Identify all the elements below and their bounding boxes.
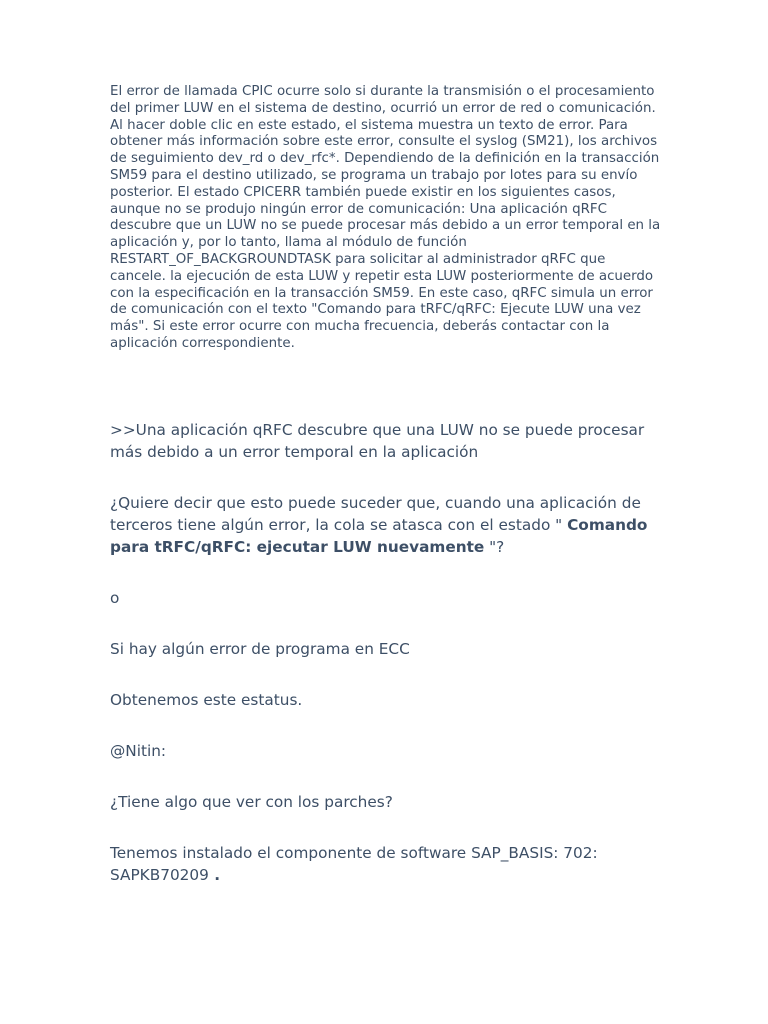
mention-text: @Nitin:: [110, 741, 167, 760]
installed-component-paragraph: [110, 842, 662, 886]
question-end-text: "?: [484, 537, 505, 556]
status-text: Obtenemos este estatus.: [110, 690, 303, 709]
installed-component-text: Tenemos instalado el componente de software SAP_BASIS: 702: SAPKB70209: [110, 843, 598, 884]
patches-question: ¿Tiene algo que ver con los parches?: [110, 792, 393, 811]
or-text: o: [110, 588, 120, 607]
installed-end-text: .: [208, 865, 221, 884]
program-error-text: Si hay algún error de programa en ECC: [110, 639, 410, 658]
intro-paragraph: El error de llamada CPIC ocurre solo si durante la transmisión o el procesamiento del primer LUW en el sistema de destino, ocurrió un error de red o comunicación. Al hacer doble clic en este estado, el sistema muestra un texto de error. Para obtener más información sobre este error, consulte el syslog (SM21), los archivos de seguimiento dev_rd o dev_rfc*. Dependiendo de la definición en la transacción SM59 para el destino utilizado, se programa un trabajo por lotes para su envío posterior. El estado CPICERR también puede existir en los siguientes casos, aunque no se produjo ningún error de comunicación: Una aplicación qRFC descubre que un LUW no se puede procesar más debido a un error temporal en la aplicación y, por lo tanto, llama al módulo de función RESTART_OF_BACKGROUNDTASK para solicitar al administrador qRFC que cancele. la ejecución de esta LUW y repetir esta LUW posteriormente de acuerdo con la especificación en la transacción SM59. En este caso, qRFC simula un error de comunicación con el texto "Comando para tRFC/qRFC: Ejecute LUW una vez más". Si este error ocurre con mucha frecuencia, deberás contactar con la aplicación correspondiente.: [110, 84, 661, 351]
quoted-text: >>Una aplicación qRFC descubre que una LUW no se puede procesar más debido a un error temporal en la aplicación: [110, 420, 645, 461]
document-body: [110, 84, 662, 886]
question-bold-text: Comando para tRFC/qRFC: ejecutar LUW nuevamente: [110, 515, 648, 556]
question-paragraph: [110, 492, 662, 558]
question-text: ¿Quiere decir que esto puede suceder que, cuando una aplicación de terceros tiene algún error, la cola se atasca con el estado ": [110, 493, 641, 534]
